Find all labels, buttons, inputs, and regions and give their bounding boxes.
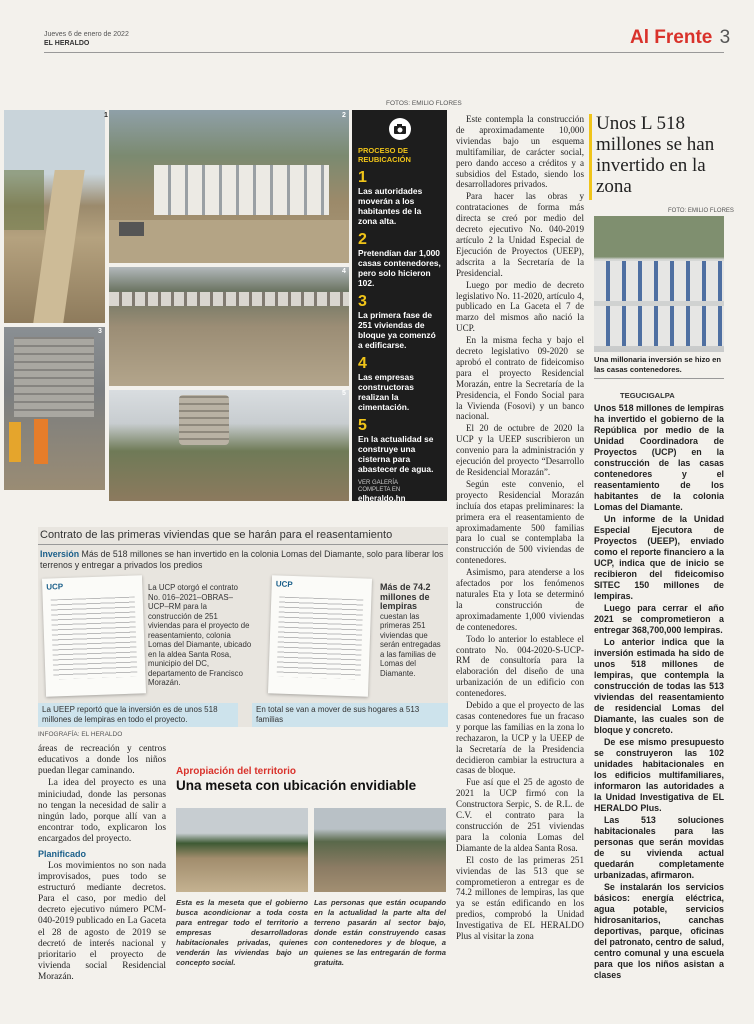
section-title xyxy=(630,27,730,49)
territorio-box xyxy=(172,758,450,1000)
territorio-kicker: Apropiación del territorio xyxy=(176,766,297,777)
contract-doc-1 xyxy=(42,575,146,696)
infographic-foot-2: En total se van a mover de sus hogares a 513 familias xyxy=(252,703,448,727)
right-photo-caption: Una millonaria inversión se hizo en las casas contenedores. xyxy=(594,355,722,374)
subhead-planificado: Planificado xyxy=(38,849,87,860)
step-number: 5 xyxy=(358,417,367,434)
paragraph: Un informe de la Unidad Especial Ejecutora de Proyectos (UEEP), enviado como el reporte financiero a la UCP, indica que de inicio se recibieron del fideicomiso SITEC 150 millones de lempiras. xyxy=(594,514,724,601)
paragraph: Lo anterior indica que la inversión estimada ha sido de unos 518 millones de lempiras, que contempla la construcción de todas las 513 viviendas del reasentamiento de residencial Lomas del Diamante, las cuales son de bloque y concreto. xyxy=(594,637,724,735)
paragraph: Este contempla la construcción de aproximadamente 10,000 viviendas bajo un esquema multifamiliar, de carácter social, pero dando acceso a créditos y a subsidios del Estado, siendo los desarrolladores privados. xyxy=(456,114,584,190)
step-text: La primera fase de 251 viviendas de bloque ya comenzó a edificarse. xyxy=(358,310,436,350)
territorio-caption-1: Esta es la meseta que el gobierno busca acondicionar a toda costa para entregar todo el territorio a empresas desarrolladoras habitacionales privadas, quienes venderán las viviendas bajo un concepto social. xyxy=(176,898,308,967)
infographic-lead xyxy=(40,549,445,571)
paragraph: Fue así que el 25 de agosto de 2021 la UCP firmó con la Constructora Serpic, S. de R.L. de C.V. el contrato para la construcción de 251 viviendas para la colonia Lomas del Diamante de la aldea Santa Rosa. xyxy=(456,777,584,853)
paragraph: De ese mismo presupuesto se construyeron las 102 unidades habitacionales en los edificios multifamiliares, informaron las autoridades a la Unidad Investigativa de EL HERALDO Plus. xyxy=(594,737,724,813)
article-col-right xyxy=(594,403,724,982)
header-date: Jueves 6 de enero de 2022 xyxy=(44,31,129,38)
article-col-middle xyxy=(456,114,584,943)
photo-credit-top: FOTOS: EMILIO FLORES xyxy=(386,100,462,107)
doc-lines xyxy=(277,597,364,680)
infographic-title: Contrato de las primeras viviendas que se harán para el reasentamiento xyxy=(40,529,393,541)
step-number: 4 xyxy=(358,355,367,372)
photo-number-4: 4 xyxy=(342,268,346,275)
photo-number-3: 3 xyxy=(98,328,102,335)
right-headline: Unos L 518 millones se han invertido en la zona xyxy=(596,113,715,197)
gallery-link[interactable]: elheraldo.hn xyxy=(358,494,406,503)
step-text: En la actualidad se construye una cisterna para abastecer de agua. xyxy=(358,434,434,474)
step-text: Las autoridades moverán a los habitantes de la zona alta. xyxy=(358,186,423,226)
ucp-logo: UCP xyxy=(46,582,64,592)
gallery-label: VER GALERÍA COMPLETA EN xyxy=(358,480,401,493)
paragraph: El costo de las primeras 251 viviendas de las 513 que se comprometieron a entregar es de 74.2 millones de lempiras, las que ya se están edificando en los predios, comprobó la Unidad Investigativa de EL HERALDO Plus al visitar la zona xyxy=(456,854,584,942)
right-photo-credit: FOTO: EMILIO FLORES xyxy=(668,208,734,214)
paragraph: Se instalarán los servicios básicos: energía eléctrica, agua potable, servicios hidrosanitarios, canchas deportivas, parque, oficinas del patronato, centro de salud, centro comunal y una escuela para que los niños asistan a clases xyxy=(594,882,724,980)
step-5 xyxy=(358,418,441,474)
step-3 xyxy=(358,294,441,350)
paragraph: áreas de recreación y centros educativos a donde los niños puedan llegar caminando. xyxy=(38,744,166,777)
photo-1-dirt-road xyxy=(4,110,105,323)
doc2-bold: Más de 74.2 millones de lempiras xyxy=(380,582,431,611)
infographic-credit: INFOGRAFÍA: EL HERALDO xyxy=(38,731,123,738)
photo-container-buildings xyxy=(594,216,724,352)
ucp-logo: UCP xyxy=(275,579,293,590)
paragraph: La idea del proyecto es una miniciudad, donde las personas no tengan la necesidad de salir a ningún lado, porque allí van a encontrar todo, explicaron los encargados del proyecto. xyxy=(38,778,166,845)
photo-number-2: 2 xyxy=(342,112,346,119)
step-number: 3 xyxy=(358,293,367,310)
paragraph: Luego para cerrar el año 2021 se comprometieron a entregar 368,700,000 lempiras. xyxy=(594,603,724,635)
territorio-caption-2: Las personas que están ocupando en la actualidad la parte alta del terreno pasarán al sector bajo, donde están construyendo casas con contenedores y de bloque, a quienes se las entregarán de forma gratuita. xyxy=(314,898,446,967)
doc2-text xyxy=(380,583,444,678)
photo-2-container-houses xyxy=(109,110,349,263)
lead-bold: Inversión xyxy=(40,549,80,559)
dateline: TEGUCIGALPA xyxy=(620,391,675,400)
header-rule xyxy=(44,52,724,53)
paragraph: Unos 518 millones de lempiras ha invertido el gobierno de la República por medio de la Unidad Coordinadora de Proyectos (UCP) en la construcción de las casas contenedores y el reasentamiento de los habitantes de la colonia Lomas del Diamante. xyxy=(594,403,724,512)
right-caption-rule xyxy=(594,378,724,379)
territorio-headline: Una meseta con ubicación envidiable xyxy=(176,778,417,793)
reubicacion-sidebar xyxy=(352,110,447,501)
lead-text: Más de 518 millones se han invertido en la colonia Lomas del Diamante, solo para liberar los terrenos y entregar a privados los predios xyxy=(40,549,444,570)
page-number: 3 xyxy=(719,27,731,48)
infographic-foot-1: La UEEP reportó que la inversión es de unos 518 millones de lempiras en todo el proyecto. xyxy=(38,703,238,727)
camera-icon xyxy=(389,118,411,140)
paragraph: Según este convenio, el proyecto Residencial Morazán incluía dos etapas preliminares: la primera era el reasentamiento de aproximadamente 500 familias para lo cual se contemplaba la construcción de 500 viviendas de contenedores. xyxy=(456,478,584,566)
paragraph: Todo lo anterior lo establece el contrato No. 004-2020-S-UCP-RM de consultoría para la elaboración del diseño de una urbanización de un edificio con contenedores. xyxy=(456,633,584,699)
paragraph: En la misma fecha y bajo el decreto legislativo 09-2020 se aprobó el contrato de fideicomiso para el proyecto Residencial Morazán, entre la Secretaría de la Presidencia, el Fondo Social para la Vivienda (Fosovi) y un banco nacional. xyxy=(456,335,584,422)
contract-doc-2 xyxy=(268,575,372,696)
step-4 xyxy=(358,356,441,412)
paragraph: Para hacer las obras y contrataciones de forma más directa se creó por medio del decreto ejecutivo No. 040-2019 artículo 2 la Unidad Especial de Ejecución de Proyectos (UEEP), adscrita a la Secretaría de la Presidencial. xyxy=(456,191,584,278)
step-number: 1 xyxy=(358,169,367,186)
step-text: Pretendían dar 1,000 casas contenedores, pero solo hicieron 102. xyxy=(358,248,441,288)
infographic-box xyxy=(38,527,448,727)
step-number: 2 xyxy=(358,231,367,248)
photo-3-construction-workers xyxy=(4,327,105,490)
paragraph: Los movimientos no son nada improvisados, pues todo se estructuró mediante decretos. Para el caso, por medio del decreto ejecutivo número PCM-040-2019 publicado en La Gaceta el 28 de agosto de 2019 se decretó de interés nacional y prioritario el proyecto de vivienda social Residencial Morazán. xyxy=(38,860,166,983)
infographic-rule xyxy=(38,544,448,545)
photo-zona-baja xyxy=(314,808,446,892)
headline-highlight-bar xyxy=(589,114,592,200)
doc1-text: La UCP otorgó el contrato No. 016–2021–OBRAS–UCP–RM para la construcción de 251 viviendas para el proyecto de reasentamiento, colonia Lomas del Diamante, ubicado en la aldea Santa Rosa, municipio del DC, departamento de Francisco Morazán. xyxy=(148,583,252,687)
step-2 xyxy=(358,232,441,288)
section-name: Al Frente xyxy=(630,27,713,48)
paragraph: Asimismo, para atenderse a los afectados por los fenómenos naturales Eta y Iota se determinó la construcción de aproximadamente 1,000 viviendas de contenedores. xyxy=(456,567,584,632)
article-col-left xyxy=(38,744,166,984)
doc-lines xyxy=(51,597,138,680)
step-text: Las empresas constructoras realizan la cimentación. xyxy=(358,372,414,412)
photo-5-cistern xyxy=(109,390,349,501)
paragraph: Las 513 soluciones habitacionales para las personas que serán movidas de su vivienda actual quedarán completamente urbanizadas, afirmaron. xyxy=(594,815,724,880)
header-paper: EL HERALDO xyxy=(44,40,90,47)
paragraph: Debido a que el proyecto de las casas contenedores fue un fracaso y porque las familias en la zona lo rechazaron, la UCP y la UEEP de la Secretaría de la Presidencia decidieron cambiar la estructura a casas de bloque. xyxy=(456,700,584,776)
paragraph: Luego por medio de decreto legislativo No. 11-2020, artículo 4, publicado en La Gaceta el 7 de marzo del mismos año nació la UCP. xyxy=(456,279,584,334)
photo-meseta xyxy=(176,808,308,892)
step-1 xyxy=(358,170,441,226)
photo-number-5: 5 xyxy=(342,390,346,397)
photo-4-foundations xyxy=(109,267,349,386)
doc2-body: cuestan las primeras 251 viviendas que serán entregadas a las familias de Lomas del Diamante. xyxy=(380,611,441,678)
photo-number-1: 1 xyxy=(104,112,108,119)
paragraph: El 20 de octubre de 2020 la UCP y la UEEP suscribieron un convenio para la administración y ejecución del proyecto “Desarrollo de Residencial Morazán”. xyxy=(456,423,584,477)
sidebar-title: PROCESO DE REUBICACIÓN xyxy=(358,146,411,164)
